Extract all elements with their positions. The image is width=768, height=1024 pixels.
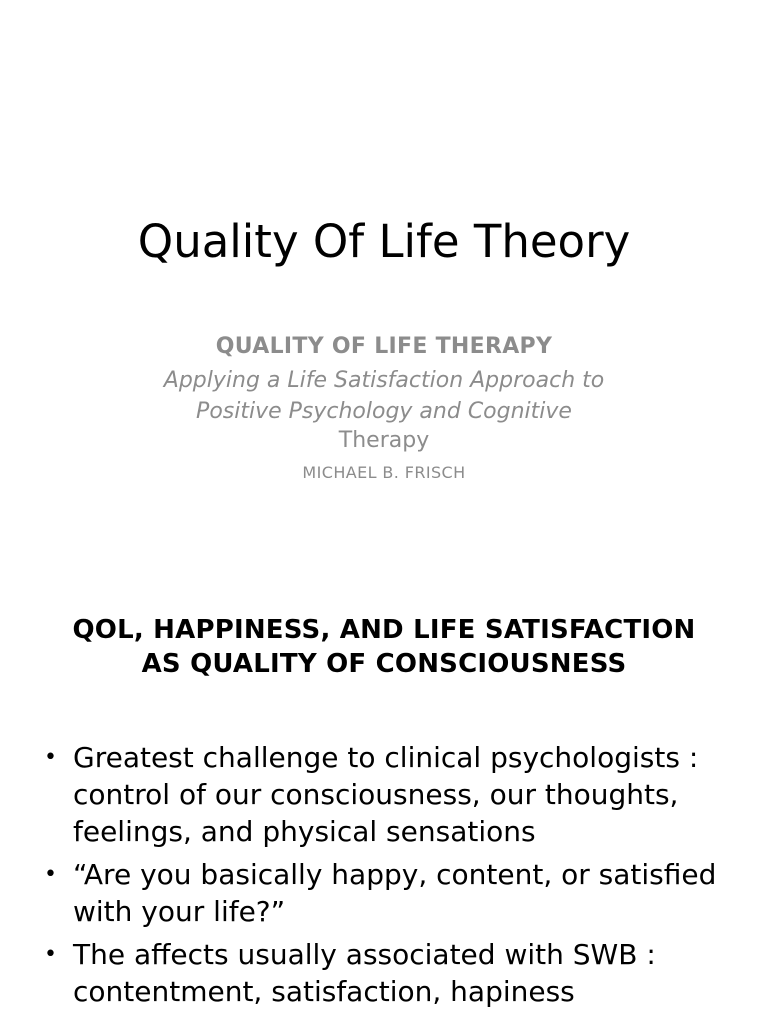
bullet-list (40, 739, 740, 1016)
section-title (0, 613, 768, 681)
subtitle-line-2: Positive Psychology and Cognitive (196, 399, 572, 424)
bullet-item (40, 856, 740, 930)
section-title-line-2: AS QUALITY OF CONSCIOUSNESS (141, 649, 627, 679)
section-title-line-1: QOL, HAPPINESS, AND LIFE SATISFACTION (72, 615, 696, 645)
author-name: MICHAEL B. FRISCH (302, 463, 466, 482)
subtitle-text (100, 365, 668, 455)
subtitle-block (100, 331, 668, 485)
bullet-icon: • (44, 942, 57, 967)
subtitle-heading: QUALITY OF LIFE THERAPY (215, 334, 553, 359)
bullet-icon: • (44, 745, 57, 770)
bullet-item (40, 936, 740, 1010)
bullet-text: “Are you basically happy, content, or satisfied with your life?” (73, 858, 717, 928)
bullet-text: Greatest challenge to clinical psychologists : control of our consciousness, our thoughts, feelings, and physical sensations (73, 741, 699, 848)
slide-title: Quality Of Life Theory (137, 215, 631, 268)
bullet-item (40, 739, 740, 850)
bullet-text: The affects usually associated with SWB : contentment, satisfaction, hapiness (73, 938, 656, 1008)
content-slide (0, 576, 768, 1024)
subtitle-line-3: Therapy (338, 428, 430, 453)
subtitle-line-1: Applying a Life Satisfaction Approach to (163, 368, 605, 393)
bullet-icon: • (44, 862, 57, 887)
